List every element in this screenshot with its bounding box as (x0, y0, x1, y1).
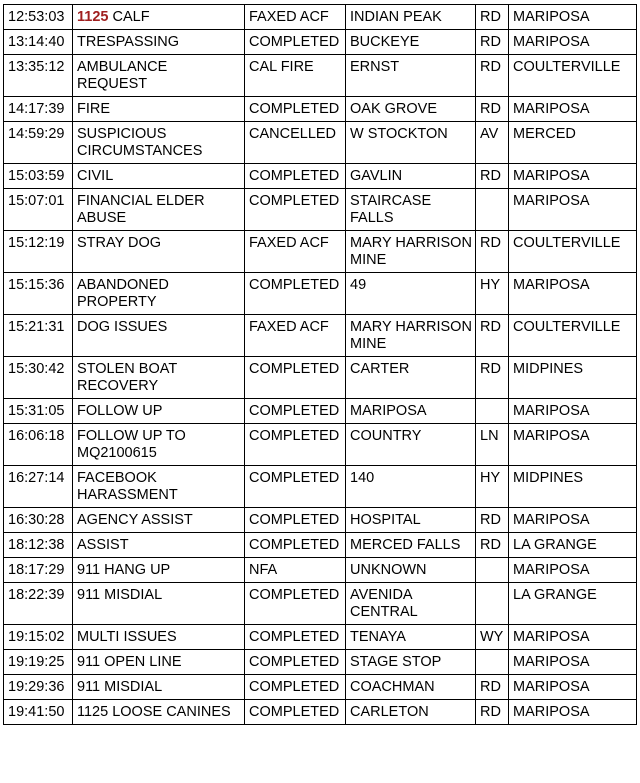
cell-call-type (73, 675, 245, 700)
cell-city: COULTERVILLE (509, 315, 637, 357)
table-row (4, 164, 637, 189)
cell-time: 13:35:12 (4, 55, 73, 97)
cell-city: LA GRANGE (509, 533, 637, 558)
table-row (4, 97, 637, 122)
cell-disposition: COMPLETED (245, 650, 346, 675)
table-row (4, 122, 637, 164)
cell-call-type (73, 357, 245, 399)
cell-time: 15:15:36 (4, 273, 73, 315)
call-type-text: FOLLOW UP (77, 403, 163, 419)
call-type-text: ABANDONED PROPERTY (77, 277, 169, 310)
table-row (4, 315, 637, 357)
cell-street: STAGE STOP (346, 650, 476, 675)
cell-city: MARIPOSA (509, 164, 637, 189)
cell-street: COUNTRY (346, 424, 476, 466)
call-type-text: FIRE (77, 101, 111, 117)
cell-city: MARIPOSA (509, 625, 637, 650)
cell-disposition: FAXED ACF (245, 231, 346, 273)
cell-city: COULTERVILLE (509, 55, 637, 97)
table-row (4, 508, 637, 533)
cell-call-type (73, 558, 245, 583)
call-type-text: AGENCY ASSIST (77, 512, 193, 528)
cell-disposition: CAL FIRE (245, 55, 346, 97)
cell-street-suffix: RD (476, 357, 509, 399)
cell-street: INDIAN PEAK (346, 5, 476, 30)
cell-street: CARTER (346, 357, 476, 399)
cell-call-type (73, 164, 245, 189)
cell-street-suffix: RD (476, 675, 509, 700)
cell-time: 12:53:03 (4, 5, 73, 30)
cell-street: COACHMAN (346, 675, 476, 700)
call-type-text: 911 MISDIAL (77, 679, 163, 695)
cell-street-suffix: RD (476, 231, 509, 273)
cell-disposition: COMPLETED (245, 466, 346, 508)
call-type-text: 911 OPEN LINE (77, 654, 182, 670)
cell-street-suffix: RD (476, 97, 509, 122)
cell-call-type (73, 231, 245, 273)
cell-street: TENAYA (346, 625, 476, 650)
cell-call-type (73, 273, 245, 315)
table-row (4, 30, 637, 55)
cell-street-suffix (476, 558, 509, 583)
cell-time: 16:27:14 (4, 466, 73, 508)
cell-time: 18:12:38 (4, 533, 73, 558)
call-type-text: CALF (108, 9, 150, 25)
call-type-text: FINANCIAL ELDER ABUSE (77, 193, 205, 226)
cell-street: MARIPOSA (346, 399, 476, 424)
call-type-text: AMBULANCE REQUEST (77, 59, 168, 92)
cell-time: 15:07:01 (4, 189, 73, 231)
cell-street: ERNST (346, 55, 476, 97)
cell-time: 18:17:29 (4, 558, 73, 583)
cell-disposition: COMPLETED (245, 508, 346, 533)
cell-city: MERCED (509, 122, 637, 164)
cell-disposition: COMPLETED (245, 625, 346, 650)
cell-disposition: COMPLETED (245, 97, 346, 122)
cell-call-type (73, 315, 245, 357)
cell-street: 49 (346, 273, 476, 315)
cell-street-suffix (476, 650, 509, 675)
call-type-text: DOG ISSUES (77, 319, 168, 335)
table-row (4, 533, 637, 558)
cell-call-type (73, 583, 245, 625)
cell-street-suffix: HY (476, 273, 509, 315)
cell-city: MARIPOSA (509, 558, 637, 583)
cell-street-suffix: LN (476, 424, 509, 466)
cell-time: 15:21:31 (4, 315, 73, 357)
cell-disposition: COMPLETED (245, 675, 346, 700)
cell-disposition: FAXED ACF (245, 5, 346, 30)
cell-call-type (73, 30, 245, 55)
cell-city: MARIPOSA (509, 30, 637, 55)
call-type-code-highlight: 1125 (77, 9, 109, 25)
cell-street-suffix: RD (476, 164, 509, 189)
cell-call-type (73, 650, 245, 675)
cell-time: 19:19:25 (4, 650, 73, 675)
cell-call-type (73, 5, 245, 30)
table-row (4, 700, 637, 725)
cell-street-suffix: RD (476, 55, 509, 97)
call-type-text: 911 MISDIAL (77, 587, 163, 603)
cell-disposition: CANCELLED (245, 122, 346, 164)
cell-disposition: COMPLETED (245, 424, 346, 466)
call-type-text: SUSPICIOUS CIRCUMSTANCES (77, 126, 203, 159)
call-type-text: STOLEN BOAT RECOVERY (77, 361, 177, 394)
cell-call-type (73, 625, 245, 650)
cell-call-type (73, 97, 245, 122)
cell-call-type (73, 122, 245, 164)
cell-time: 14:17:39 (4, 97, 73, 122)
cell-city: MARIPOSA (509, 273, 637, 315)
cell-street-suffix: AV (476, 122, 509, 164)
cell-street: UNKNOWN (346, 558, 476, 583)
cell-city: MARIPOSA (509, 189, 637, 231)
cell-street: BUCKEYE (346, 30, 476, 55)
call-type-text: FACEBOOK HARASSMENT (77, 470, 178, 503)
cell-city: MARIPOSA (509, 700, 637, 725)
cell-call-type (73, 424, 245, 466)
cell-street-suffix (476, 583, 509, 625)
call-type-text: STRAY DOG (77, 235, 162, 251)
cell-street-suffix: RD (476, 5, 509, 30)
cell-street: CARLETON (346, 700, 476, 725)
table-row (4, 231, 637, 273)
cell-time: 15:12:19 (4, 231, 73, 273)
cell-time: 16:06:18 (4, 424, 73, 466)
cell-city: MARIPOSA (509, 5, 637, 30)
cell-street: MARY HARRISON MINE (346, 315, 476, 357)
cell-time: 19:41:50 (4, 700, 73, 725)
cell-street-suffix: RD (476, 315, 509, 357)
cell-time: 16:30:28 (4, 508, 73, 533)
cell-street: MERCED FALLS (346, 533, 476, 558)
cell-time: 19:15:02 (4, 625, 73, 650)
cell-city: MARIPOSA (509, 399, 637, 424)
call-type-text: TRESPASSING (77, 34, 180, 50)
call-type-text: ASSIST (77, 537, 129, 553)
call-type-text: 911 HANG UP (77, 562, 171, 578)
cell-disposition: COMPLETED (245, 399, 346, 424)
cell-disposition: FAXED ACF (245, 315, 346, 357)
cell-city: MARIPOSA (509, 97, 637, 122)
cell-street-suffix (476, 399, 509, 424)
cell-city: MIDPINES (509, 357, 637, 399)
cell-city: LA GRANGE (509, 583, 637, 625)
cell-call-type (73, 508, 245, 533)
cell-street-suffix: RD (476, 30, 509, 55)
cell-call-type (73, 189, 245, 231)
cell-call-type (73, 55, 245, 97)
table-row (4, 189, 637, 231)
cell-street-suffix: RD (476, 533, 509, 558)
cell-disposition: COMPLETED (245, 189, 346, 231)
cell-time: 15:03:59 (4, 164, 73, 189)
cell-disposition: NFA (245, 558, 346, 583)
cell-call-type (73, 700, 245, 725)
cell-time: 15:31:05 (4, 399, 73, 424)
cell-disposition: COMPLETED (245, 583, 346, 625)
table-row (4, 55, 637, 97)
call-type-text: CIVIL (77, 168, 114, 184)
table-row (4, 273, 637, 315)
table-row (4, 357, 637, 399)
cell-disposition: COMPLETED (245, 273, 346, 315)
cell-call-type (73, 533, 245, 558)
cell-street-suffix: WY (476, 625, 509, 650)
cell-disposition: COMPLETED (245, 30, 346, 55)
call-log-table (3, 4, 637, 725)
cell-time: 18:22:39 (4, 583, 73, 625)
cell-city: COULTERVILLE (509, 231, 637, 273)
cell-time: 13:14:40 (4, 30, 73, 55)
table-row (4, 558, 637, 583)
cell-city: MARIPOSA (509, 650, 637, 675)
table-row (4, 675, 637, 700)
table-row (4, 625, 637, 650)
cell-street: 140 (346, 466, 476, 508)
table-row (4, 466, 637, 508)
cell-street: STAIRCASE FALLS (346, 189, 476, 231)
cell-call-type (73, 466, 245, 508)
cell-street-suffix: RD (476, 508, 509, 533)
cell-street: AVENIDA CENTRAL (346, 583, 476, 625)
cell-city: MARIPOSA (509, 508, 637, 533)
cell-street: W STOCKTON (346, 122, 476, 164)
cell-street: OAK GROVE (346, 97, 476, 122)
table-row (4, 5, 637, 30)
cell-street-suffix: RD (476, 700, 509, 725)
call-type-text: FOLLOW UP TO MQ2100615 (77, 428, 186, 461)
cell-street-suffix (476, 189, 509, 231)
table-row (4, 583, 637, 625)
call-type-text: MULTI ISSUES (77, 629, 177, 645)
cell-time: 15:30:42 (4, 357, 73, 399)
cell-city: MIDPINES (509, 466, 637, 508)
cell-street: HOSPITAL (346, 508, 476, 533)
cell-disposition: COMPLETED (245, 700, 346, 725)
call-type-text: 1125 LOOSE CANINES (77, 704, 231, 720)
call-log-body (4, 5, 637, 725)
cell-street: MARY HARRISON MINE (346, 231, 476, 273)
cell-disposition: COMPLETED (245, 164, 346, 189)
cell-disposition: COMPLETED (245, 533, 346, 558)
cell-call-type (73, 399, 245, 424)
cell-city: MARIPOSA (509, 424, 637, 466)
cell-disposition: COMPLETED (245, 357, 346, 399)
table-row (4, 424, 637, 466)
table-row (4, 650, 637, 675)
cell-time: 19:29:36 (4, 675, 73, 700)
cell-street: GAVLIN (346, 164, 476, 189)
cell-street-suffix: HY (476, 466, 509, 508)
table-row (4, 399, 637, 424)
cell-city: MARIPOSA (509, 675, 637, 700)
cell-time: 14:59:29 (4, 122, 73, 164)
